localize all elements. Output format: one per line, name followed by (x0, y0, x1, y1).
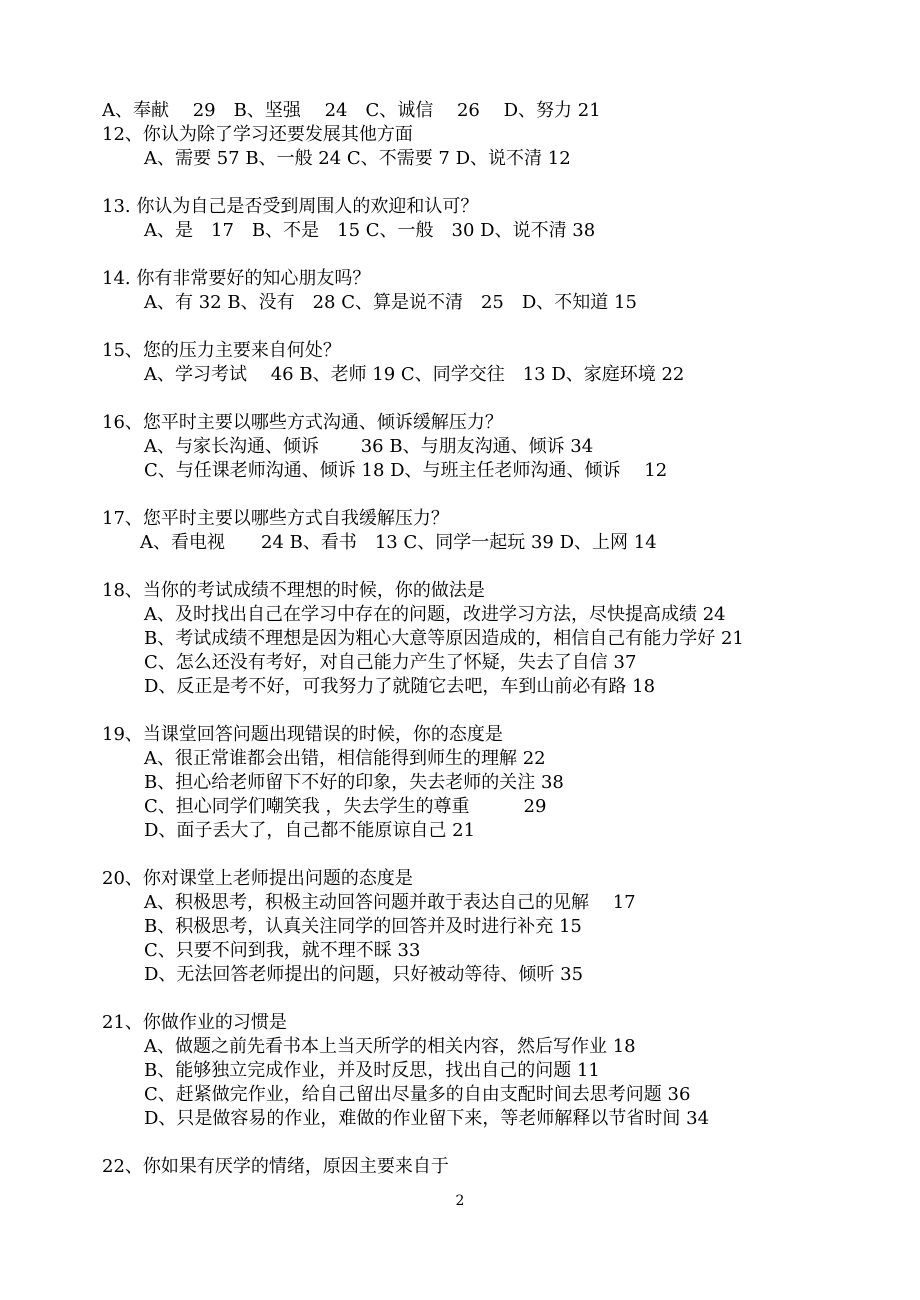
option-line: D、面子丢大了，自己都不能原谅自己 21 (144, 820, 476, 841)
question-16 (100, 411, 820, 483)
option-line: D、无法回答老师提出的问题，只好被动等待、倾听 35 (144, 964, 584, 985)
question-15 (100, 339, 820, 387)
option-line: A、与家长沟通、倾诉 36 B、与朋友沟通、倾诉 34 (144, 436, 594, 457)
question-title: 22、你如果有厌学的情绪，原因主要来自于 (102, 1156, 449, 1177)
option-line: C、只要不问到我，就不理不睬 33 (144, 940, 421, 961)
option-line: A、积极思考，积极主动回答问题并敢于表达自己的见解 17 (144, 892, 636, 913)
question-21 (100, 1011, 820, 1131)
question-14 (100, 267, 820, 315)
option-line: C、赶紧做完作业，给自己留出尽量多的自由支配时间去思考问题 36 (144, 1084, 691, 1105)
question-title: 17、您平时主要以哪些方式自我缓解压力？ (102, 508, 449, 529)
option-line: B、担心给老师留下不好的印象，失去老师的关注 38 (144, 772, 564, 793)
question-title: 19、当课堂回答问题出现错误的时候，你的态度是 (102, 724, 503, 745)
option-line: B、考试成绩不理想是因为粗心大意等原因造成的，相信自己有能力学好 21 (144, 628, 744, 649)
option-line: A、很正常谁都会出错，相信能得到师生的理解 22 (144, 748, 546, 769)
option-line: D、反正是考不好，可我努力了就随它去吧，车到山前必有路 18 (144, 676, 656, 697)
question-title: 20、你对课堂上老师提出问题的态度是 (102, 868, 413, 889)
question-13 (100, 195, 820, 243)
option-line: A、有 32 B、没有 28 C、算是说不清 25 D、不知道 15 (144, 292, 637, 313)
option-line: A、做题之前先看书本上当天所学的相关内容，然后写作业 18 (144, 1036, 636, 1057)
question-18 (100, 579, 820, 699)
option-line: B、能够独立完成作业，并及时反思，找出自己的问题 11 (144, 1060, 600, 1081)
option-line: C、与任课老师沟通、倾诉 18 D、与班主任老师沟通、倾诉 12 (144, 460, 668, 481)
question-20 (100, 867, 820, 987)
question-title: 21、你做作业的习惯是 (102, 1012, 287, 1033)
question-title: 16、您平时主要以哪些方式沟通、倾诉缓解压力？ (102, 412, 503, 433)
question-title: 15、您的压力主要来自何处？ (102, 340, 341, 361)
question-19 (100, 723, 820, 843)
question-title: 12、你认为除了学习还要发展其他方面 (102, 124, 413, 145)
option-line: C、怎么还没有考好，对自己能力产生了怀疑，失去了自信 37 (144, 652, 637, 673)
question-title: 14. 你有非常要好的知心朋友吗？ (102, 268, 371, 289)
option-line: A、及时找出自己在学习中存在的问题，改进学习方法，尽快提高成绩 24 (144, 604, 726, 625)
question-11-options (100, 99, 820, 123)
option-line: D、只是做容易的作业，难做的作业留下来，等老师解释以节省时间 34 (144, 1108, 710, 1129)
survey-content (100, 99, 820, 1203)
question-title: 18、当你的考试成绩不理想的时候，你的做法是 (102, 580, 485, 601)
question-17 (100, 507, 820, 555)
question-22 (100, 1155, 820, 1179)
option-line: C、担心同学们嘲笑我 ，失去学生的尊重 29 (144, 796, 547, 817)
option-line: A、奉献 29 B、坚强 24 C、诚信 26 D、努力 21 (102, 100, 601, 121)
question-12 (100, 123, 820, 171)
option-line: A、是 17 B、不是 15 C、一般 30 D、说不清 38 (144, 220, 596, 241)
option-line: A、学习考试 46 B、老师 19 C、同学交往 13 D、家庭环境 22 (144, 364, 685, 385)
option-line: A、看电视 24 B、看书 13 C、同学一起玩 39 D、上网 14 (140, 532, 657, 553)
question-title: 13. 你认为自己是否受到周围人的欢迎和认可？ (102, 196, 479, 217)
option-line: A、需要 57 B、一般 24 C、不需要 7 D、说不清 12 (144, 148, 571, 169)
option-line: B、积极思考，认真关注同学的回答并及时进行补充 15 (144, 916, 582, 937)
page-number: 2 (455, 1193, 465, 1209)
